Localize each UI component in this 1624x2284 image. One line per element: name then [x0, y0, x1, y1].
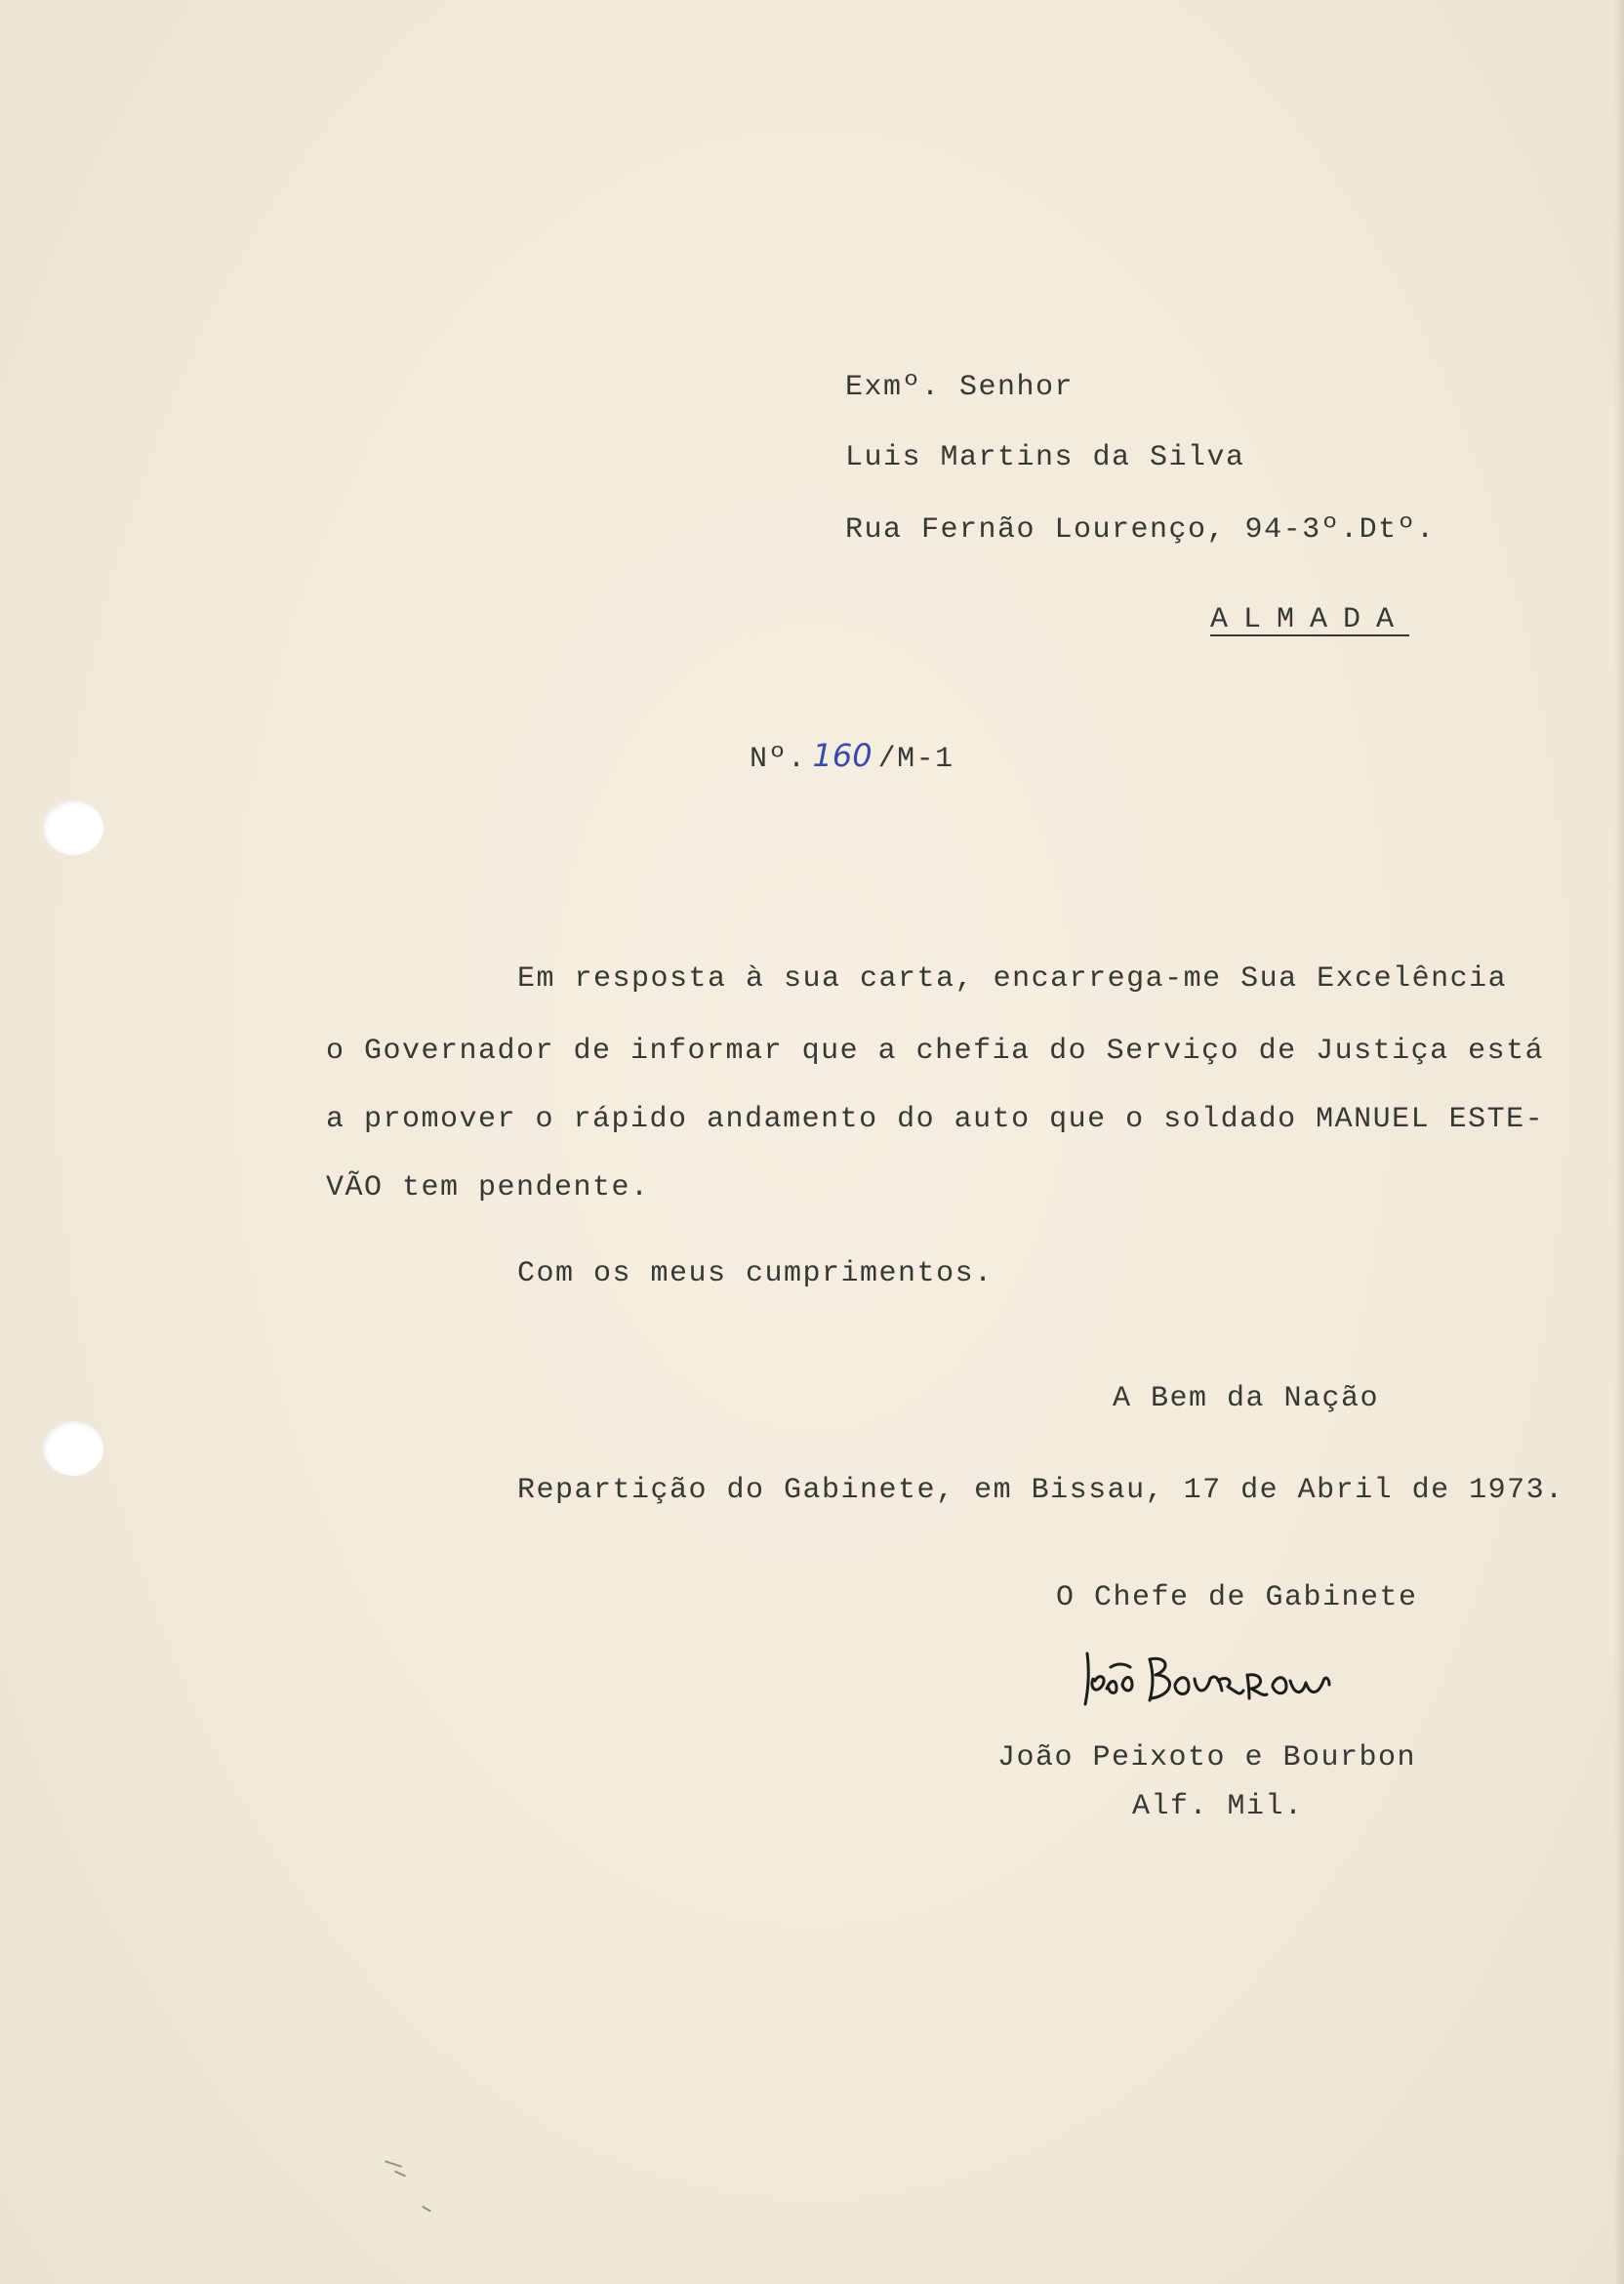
signatory-name: João Peixoto e Bourbon [997, 1741, 1417, 1774]
recipient-name: Luis Martins da Silva [845, 441, 1245, 474]
recipient-address: Rua Fernão Lourenço, 94-3º.Dtº. [845, 513, 1436, 547]
page-edge-shadow [1614, 0, 1624, 2284]
body-line-3: a promover o rápido andamento do auto que o soldado MANUEL ESTE- [326, 1103, 1545, 1136]
reference-handwritten-number: 160 [812, 737, 873, 774]
signatory-title: O Chefe de Gabinete [1056, 1581, 1418, 1614]
reference-suffix: /M-1 [877, 743, 954, 776]
body-line-1: Em resposta à sua carta, encarrega-me Sua Excelência [517, 962, 1508, 996]
punch-hole-bottom [43, 1421, 103, 1476]
paper-speck [394, 2171, 406, 2178]
closing-line: Com os meus cumprimentos. [517, 1257, 994, 1290]
handwritten-signature [1074, 1646, 1366, 1714]
recipient-salutation: Exmº. Senhor [845, 371, 1075, 404]
punch-hole-top [43, 800, 103, 855]
reference-number [750, 737, 954, 776]
motto: A Bem da Nação [1113, 1382, 1380, 1415]
body-line-2: o Governador de informar que a chefia do Serviço de Justiça está [326, 1035, 1545, 1068]
signatory-rank: Alf. Mil. [1132, 1790, 1304, 1823]
paper-speck [385, 2160, 402, 2167]
recipient-city: ALMADA [1210, 603, 1410, 636]
paper-speck [422, 2206, 431, 2213]
reference-prefix: Nº. [750, 743, 807, 776]
place-date: Repartição do Gabinete, em Bissau, 17 de Abril de 1973. [517, 1474, 1564, 1507]
body-line-4: VÃO tem pendente. [326, 1171, 650, 1204]
